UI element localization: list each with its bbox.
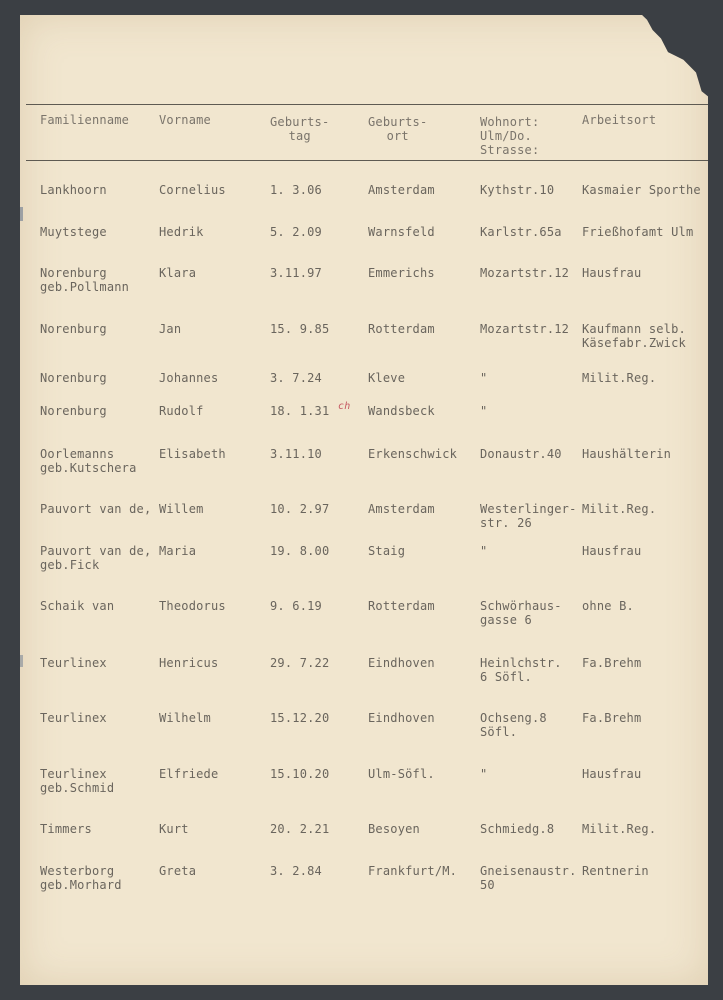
- header-vorname: Vorname: [159, 113, 211, 127]
- cell-geburtstag: 15. 9.85: [270, 322, 330, 336]
- cell-geburtsort: Kleve: [368, 371, 406, 385]
- cell-vorname: Greta: [159, 864, 197, 878]
- cell-geburtstag: 9. 6.19: [270, 599, 322, 613]
- cell-geburtstag: 3. 7.24: [270, 371, 322, 385]
- cell-vorname: Wilhelm: [159, 711, 211, 725]
- cell-wohnort: Karlstr.65a: [480, 225, 562, 239]
- cell-vorname: Willem: [159, 502, 204, 516]
- cell-geburtsort: Besoyen: [368, 822, 420, 836]
- cell-arbeitsort: Fa.Brehm: [582, 711, 642, 725]
- cell-vorname: Hedrik: [159, 225, 204, 239]
- cell-geburtstag: 10. 2.97: [270, 502, 330, 516]
- cell-arbeitsort: Milit.Reg.: [582, 502, 657, 516]
- cell-wohnort: Schmiedg.8: [480, 822, 555, 836]
- cell-familienname: Norenburg: [40, 371, 107, 385]
- cell-geburtsort: Frankfurt/M.: [368, 864, 458, 878]
- cell-familienname: Norenburg: [40, 404, 107, 418]
- cell-wohnort: Mozartstr.12: [480, 322, 570, 336]
- cell-vorname: Kurt: [159, 822, 189, 836]
- cell-familienname: Muytstege: [40, 225, 107, 239]
- cell-wohnort: Gneisenaustr. 50: [480, 864, 577, 892]
- cell-geburtsort: Eindhoven: [368, 711, 435, 725]
- handwritten-note: ch: [338, 401, 351, 412]
- cell-familienname: Teurlinex: [40, 711, 107, 725]
- cell-geburtstag: 3. 2.84: [270, 864, 322, 878]
- cell-geburtstag: 3.11.10: [270, 447, 322, 461]
- header-familienname: Familienname: [40, 113, 130, 127]
- margin-mark: [20, 655, 23, 667]
- cell-geburtstag: 5. 2.09: [270, 225, 322, 239]
- cell-vorname: Rudolf: [159, 404, 204, 418]
- cell-geburtstag: 18. 1.31: [270, 404, 330, 418]
- document-page: [20, 15, 708, 985]
- cell-familienname: Norenburg geb.Pollmann: [40, 266, 130, 294]
- cell-geburtsort: Ulm-Söfl.: [368, 767, 435, 781]
- cell-arbeitsort: Milit.Reg.: [582, 822, 657, 836]
- cell-arbeitsort: Kaufmann selb. Käsefabr.Zwick: [582, 322, 686, 350]
- cell-vorname: Klara: [159, 266, 197, 280]
- cell-wohnort: ": [480, 544, 488, 558]
- torn-corner: [640, 15, 708, 98]
- cell-vorname: Jan: [159, 322, 182, 336]
- cell-geburtsort: Eindhoven: [368, 656, 435, 670]
- cell-arbeitsort: Kasmaier Sporthe: [582, 183, 701, 197]
- cell-geburtstag: 15.10.20: [270, 767, 330, 781]
- cell-wohnort: ": [480, 404, 488, 418]
- cell-arbeitsort: Fa.Brehm: [582, 656, 642, 670]
- cell-geburtstag: 19. 8.00: [270, 544, 330, 558]
- table-header-rule: [26, 160, 708, 161]
- cell-familienname: Teurlinex: [40, 656, 107, 670]
- cell-familienname: Schaik van: [40, 599, 115, 613]
- cell-familienname: Teurlinex geb.Schmid: [40, 767, 115, 795]
- cell-geburtstag: 3.11.97: [270, 266, 322, 280]
- cell-wohnort: Westerlinger- str. 26: [480, 502, 577, 530]
- cell-geburtsort: Wandsbeck: [368, 404, 435, 418]
- cell-arbeitsort: Hausfrau: [582, 544, 642, 558]
- cell-geburtstag: 15.12.20: [270, 711, 330, 725]
- margin-mark: [20, 207, 23, 221]
- cell-wohnort: Donaustr.40: [480, 447, 562, 461]
- cell-geburtstag: 20. 2.21: [270, 822, 330, 836]
- cell-geburtsort: Amsterdam: [368, 502, 435, 516]
- cell-vorname: Theodorus: [159, 599, 226, 613]
- cell-wohnort: ": [480, 371, 488, 385]
- header-wohnort: Wohnort: Ulm/Do. Strasse:: [480, 115, 540, 157]
- cell-vorname: Henricus: [159, 656, 219, 670]
- cell-familienname: Pauvort van de, geb.Fick: [40, 544, 152, 572]
- cell-familienname: Timmers: [40, 822, 92, 836]
- cell-vorname: Elfriede: [159, 767, 219, 781]
- cell-arbeitsort: Frießhofamt Ulm: [582, 225, 694, 239]
- cell-arbeitsort: Hausfrau: [582, 266, 642, 280]
- cell-arbeitsort: ohne B.: [582, 599, 634, 613]
- cell-wohnort: Ochseng.8 Söfl.: [480, 711, 547, 739]
- cell-geburtsort: Rotterdam: [368, 322, 435, 336]
- cell-arbeitsort: Hausfrau: [582, 767, 642, 781]
- cell-geburtsort: Emmerichs: [368, 266, 435, 280]
- cell-arbeitsort: Haushälterin: [582, 447, 672, 461]
- cell-vorname: Maria: [159, 544, 197, 558]
- cell-geburtstag: 1. 3.06: [270, 183, 322, 197]
- cell-geburtsort: Amsterdam: [368, 183, 435, 197]
- cell-vorname: Cornelius: [159, 183, 226, 197]
- header-arbeitsort: Arbeitsort: [582, 113, 657, 127]
- cell-wohnort: Heinlchstr. 6 Söfl.: [480, 656, 562, 684]
- cell-geburtsort: Warnsfeld: [368, 225, 435, 239]
- header-geburtsort: Geburts- ort: [368, 115, 428, 143]
- cell-arbeitsort: Rentnerin: [582, 864, 649, 878]
- cell-wohnort: ": [480, 767, 488, 781]
- cell-arbeitsort: Milit.Reg.: [582, 371, 657, 385]
- cell-vorname: Johannes: [159, 371, 219, 385]
- cell-familienname: Westerborg geb.Morhard: [40, 864, 122, 892]
- cell-wohnort: Mozartstr.12: [480, 266, 570, 280]
- cell-geburtsort: Rotterdam: [368, 599, 435, 613]
- cell-familienname: Lankhoorn: [40, 183, 107, 197]
- header-geburtstag: Geburts- tag: [270, 115, 330, 143]
- cell-geburtsort: Erkenschwick: [368, 447, 458, 461]
- cell-wohnort: Kythstr.10: [480, 183, 555, 197]
- cell-familienname: Oorlemanns geb.Kutschera: [40, 447, 137, 475]
- table-top-rule: [26, 104, 708, 105]
- cell-familienname: Norenburg: [40, 322, 107, 336]
- cell-familienname: Pauvort van de,: [40, 502, 152, 516]
- cell-geburtsort: Staig: [368, 544, 406, 558]
- cell-wohnort: Schwörhaus- gasse 6: [480, 599, 562, 627]
- cell-vorname: Elisabeth: [159, 447, 226, 461]
- cell-geburtstag: 29. 7.22: [270, 656, 330, 670]
